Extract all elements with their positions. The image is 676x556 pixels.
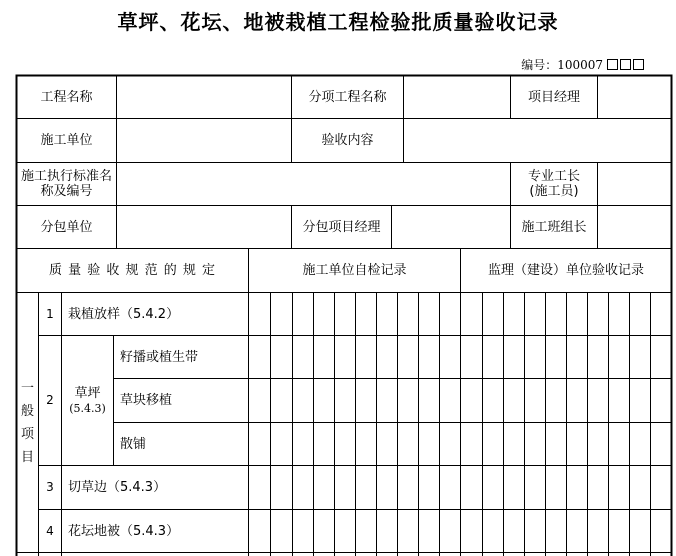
item-number: 3 [46, 480, 54, 494]
item-name-lawn [62, 336, 113, 465]
acceptance-content-field[interactable] [404, 119, 671, 162]
sub-item-seeding: 籽播或植生带 [120, 349, 199, 365]
item-name-flowerbed: 花坛地被（5.4.3） [68, 523, 180, 539]
supervision-column-header: 监理（建设）单位验收记录 [487, 263, 644, 278]
team-leader-label: 施工班组长 [521, 219, 587, 235]
construction-unit-field[interactable] [117, 119, 291, 162]
item-name-layout: 栽植放样（5.4.2） [68, 306, 180, 322]
item-name-lawn-text: 草坪 [74, 385, 101, 401]
foreman-label: 专业工长(施工员) [527, 169, 580, 199]
item-name-edge-cutting: 切草边（5.4.3） [68, 480, 167, 495]
project-name-field[interactable] [117, 76, 291, 118]
foreman-field[interactable] [598, 163, 671, 205]
general-items-label-char: 般 [20, 404, 34, 419]
sub-project-name-label: 分项工程名称 [308, 89, 387, 105]
record-number-label: 编号：100007 [521, 58, 603, 72]
standard-name-label: 施工执行标准名称及编号 [21, 169, 113, 199]
page-title: 草坪、花坛、地被栽植工程检验批质量验收记录 [117, 10, 559, 34]
general-items-label-char: 一 [20, 381, 34, 396]
acceptance-content-label: 验收内容 [321, 133, 374, 148]
subcontract-manager-field[interactable] [392, 206, 510, 248]
item-name-lawn-ref: (5.4.3) [69, 401, 106, 415]
subcontract-manager-label: 分包项目经理 [302, 219, 381, 235]
construction-unit-label: 施工单位 [40, 133, 93, 148]
project-name-label: 工程名称 [40, 89, 93, 105]
item-number: 2 [46, 393, 54, 407]
subcontract-unit-label: 分包单位 [40, 219, 93, 235]
item-number: 1 [46, 306, 54, 321]
general-items-label-char: 目 [20, 450, 34, 465]
general-items-label-char: 项 [20, 427, 34, 442]
sub-item-loose-laying: 散铺 [120, 436, 147, 452]
sub-item-sod-transplant: 草块移植 [120, 393, 173, 408]
team-leader-field[interactable] [598, 206, 671, 248]
spec-column-header: 质 量 验 收 规 范 的 规 定 [48, 263, 217, 278]
subcontract-unit-field[interactable] [117, 206, 291, 248]
general-items-label [17, 293, 38, 553]
sub-project-name-field[interactable] [404, 76, 510, 118]
item-number: 4 [46, 523, 54, 538]
standard-name-field[interactable] [117, 163, 510, 205]
project-manager-field[interactable] [598, 76, 671, 118]
self-check-column-header: 施工单位自检记录 [302, 263, 407, 278]
project-manager-label: 项目经理 [527, 89, 580, 105]
